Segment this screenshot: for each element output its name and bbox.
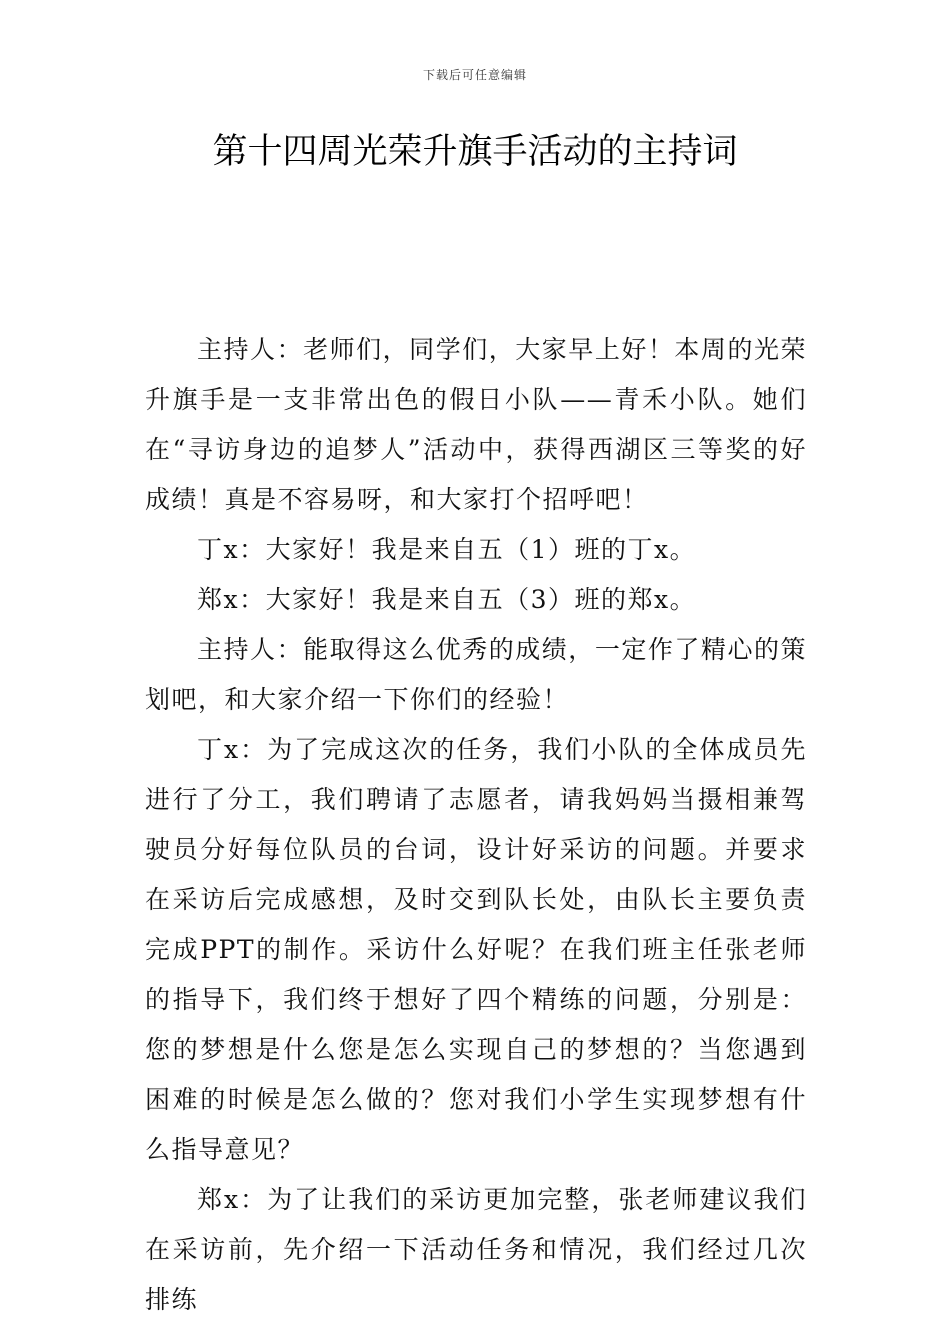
- paragraph-ding-greeting: 丁x：大家好！我是来自五（1）班的丁x。: [197, 535, 697, 564]
- document-body: [145, 325, 807, 1325]
- paragraph-ding-answer: 丁x：为了完成这次的任务，我们小队的全体成员先进行了分工，我们聘请了志愿者，请我妈妈当摄相兼驾驶员分好每位队员的台词，设计好采访的问题。并要求在采访后完成感想，及时交到队长处，由队长主要负责完成PPT的制作。采访什么好呢？在我们班主任张老师的指导下，我们终于想好了四个精练的问题，分别是：您的梦想是什么您是怎么实现自己的梦想的？当您遇到困难的时候是怎么做的？您对我们小学生实现梦想有什么指导意见？: [145, 735, 807, 1164]
- paragraph-zheng-greeting: 郑x：大家好！我是来自五（3）班的郑x。: [197, 585, 697, 614]
- document-title: 第十四周光荣升旗手活动的主持词: [212, 132, 738, 172]
- paragraph-zheng-answer: 郑x：为了让我们的采访更加完整，张老师建议我们在采访前，先介绍一下活动任务和情况，我们经过几次排练: [145, 1185, 807, 1314]
- paragraph-host-intro: 主持人：老师们，同学们，大家早上好！本周的光荣升旗手是一支非常出色的假日小队——青禾小队。她们在“寻访身边的追梦人”活动中，获得西湖区三等奖的好成绩！真是不容易呀，和大家打个招呼吧！: [145, 335, 807, 514]
- paragraph-host-question: 主持人：能取得这么优秀的成绩，一定作了精心的策划吧，和大家介绍一下你们的经验！: [145, 635, 807, 714]
- page-header-note: 下载后可任意编辑: [422, 68, 527, 82]
